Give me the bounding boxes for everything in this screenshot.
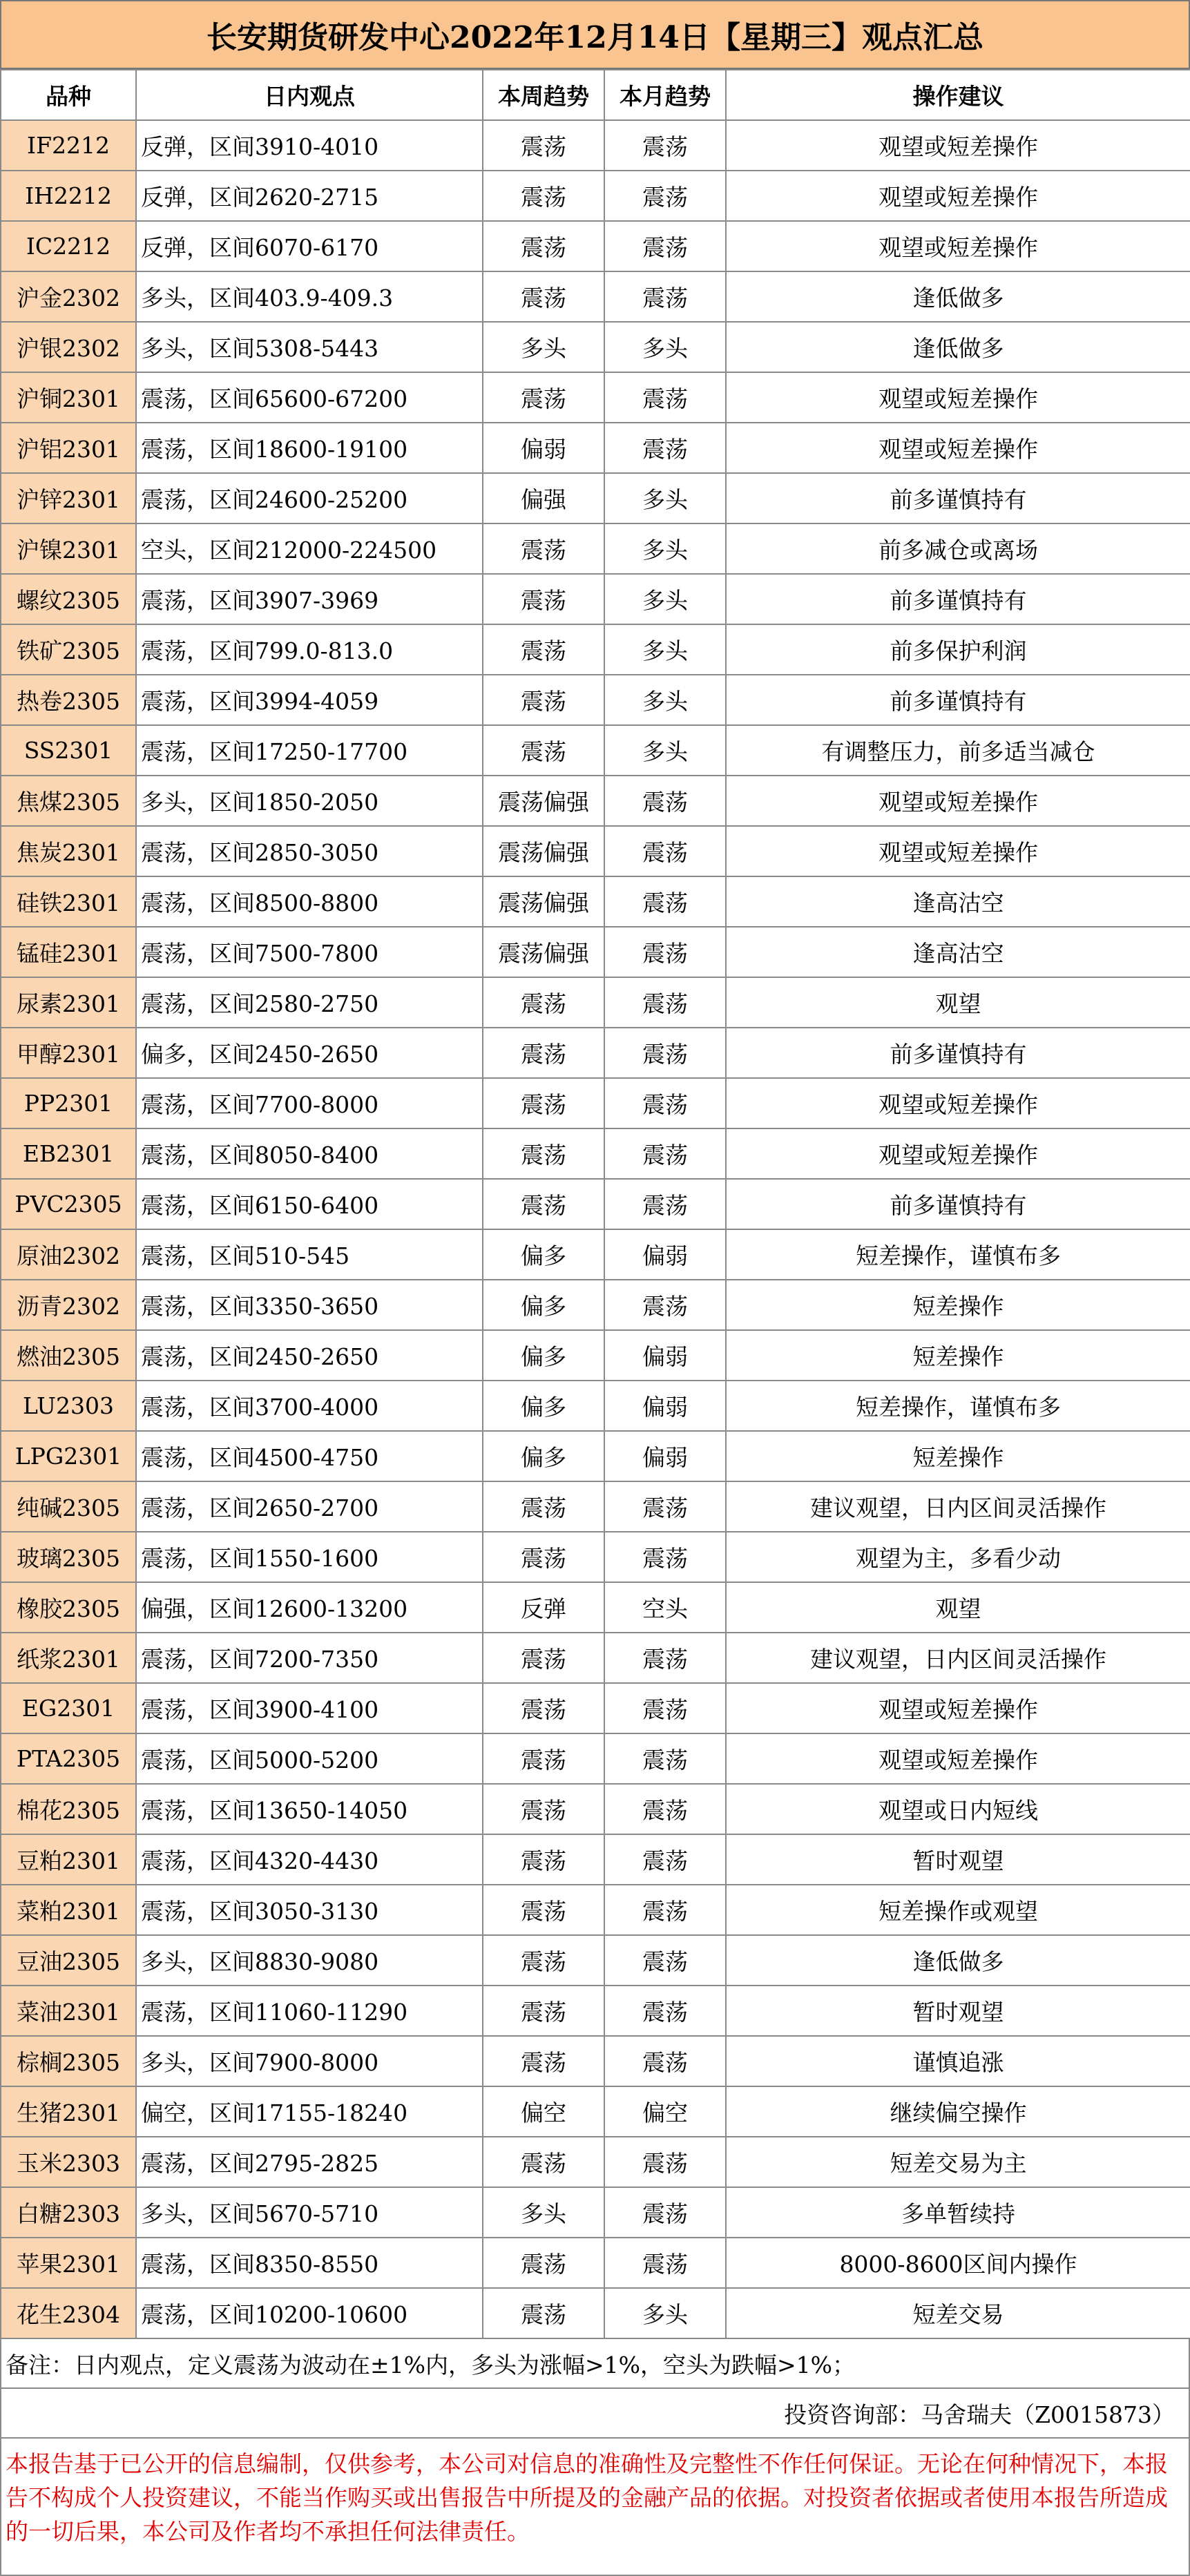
table-row [1,221,1190,271]
table-row [1,1078,1190,1128]
advice-cell: 观望或短差操作 [726,1683,1190,1733]
symbol-cell: 燃油2305 [1,1330,136,1381]
week-trend-cell: 震荡 [483,171,604,221]
symbol-cell: IH2212 [1,171,136,221]
month-trend-cell: 震荡 [604,977,726,1028]
symbol-cell: 沪铜2301 [1,372,136,423]
week-trend-cell: 震荡 [483,574,604,624]
table-row [1,675,1190,725]
advice-cell: 前多减仓或离场 [726,523,1190,574]
advice-cell: 8000-8600区间内操作 [726,2238,1190,2288]
intraday-view-cell: 偏强，区间12600-13200 [136,1582,483,1633]
intraday-view-cell: 震荡，区间4320-4430 [136,1834,483,1885]
month-trend-cell: 多头 [604,725,726,776]
month-trend-cell: 偏弱 [604,1381,726,1431]
intraday-view-cell: 震荡，区间18600-19100 [136,423,483,473]
month-trend-cell: 多头 [604,624,726,675]
intraday-view-cell: 反弹，区间6070-6170 [136,221,483,271]
intraday-view-cell: 偏空，区间17155-18240 [136,2086,483,2137]
table-row [1,1532,1190,1582]
advice-cell: 观望或短差操作 [726,120,1190,171]
symbol-cell: 硅铁2301 [1,876,136,927]
advice-cell: 观望或短差操作 [726,372,1190,423]
advice-cell: 谨慎追涨 [726,2036,1190,2086]
intraday-view-cell: 震荡，区间17250-17700 [136,725,483,776]
week-trend-cell: 多头 [483,322,604,372]
week-trend-cell: 偏空 [483,2086,604,2137]
intraday-view-cell: 震荡，区间799.0-813.0 [136,624,483,675]
advice-cell: 逢低做多 [726,271,1190,322]
intraday-view-cell: 震荡，区间24600-25200 [136,473,483,523]
advice-cell: 短差操作或观望 [726,1885,1190,1935]
advice-cell: 短差交易 [726,2288,1190,2338]
advice-cell: 前多谨慎持有 [726,1028,1190,1078]
disclaimer-text: 本报告基于已公开的信息编制，仅供参考，本公司对信息的准确性及完整性不作任何保证。无论在何种情况下，本报告不构成个人投资建议，不能当作购买或出售报告中所提及的金融产品的依据。对投资者依据或者使用本报告所造成的一切后果，本公司及作者均不承担任何法律责任。 [0,2439,1190,2576]
advice-cell: 短差操作，谨慎布多 [726,1229,1190,1280]
symbol-cell: LU2303 [1,1381,136,1431]
week-trend-cell: 震荡 [483,2137,604,2187]
week-trend-cell: 震荡 [483,1784,604,1834]
advice-cell: 观望 [726,1582,1190,1633]
intraday-view-cell: 多头，区间5670-5710 [136,2187,483,2238]
intraday-view-cell: 多头，区间7900-8000 [136,2036,483,2086]
week-trend-cell: 震荡 [483,2036,604,2086]
table-row [1,2288,1190,2338]
contact-line: 投资咨询部：马舍瑞夫（Z0015873） [0,2389,1190,2439]
intraday-view-cell: 多头，区间1850-2050 [136,776,483,826]
advice-cell: 观望或短差操作 [726,776,1190,826]
table-row [1,2086,1190,2137]
symbol-cell: 棕榈2305 [1,2036,136,2086]
month-trend-cell: 震荡 [604,2187,726,2238]
table-row [1,624,1190,675]
intraday-view-cell: 震荡，区间2450-2650 [136,1330,483,1381]
intraday-view-cell: 震荡，区间3700-4000 [136,1381,483,1431]
symbol-cell: PTA2305 [1,1733,136,1784]
intraday-view-cell: 震荡，区间510-545 [136,1229,483,1280]
intraday-view-cell: 震荡，区间2580-2750 [136,977,483,1028]
symbol-cell: 热卷2305 [1,675,136,725]
month-trend-cell: 震荡 [604,2238,726,2288]
advice-cell: 观望或日内短线 [726,1784,1190,1834]
table-body [1,120,1190,2338]
intraday-view-cell: 反弹，区间3910-4010 [136,120,483,171]
advice-cell: 前多谨慎持有 [726,675,1190,725]
table-row [1,1733,1190,1784]
advice-cell: 建议观望，日内区间灵活操作 [726,1481,1190,1532]
week-trend-cell: 偏强 [483,473,604,523]
month-trend-cell: 震荡 [604,1834,726,1885]
month-trend-cell: 震荡 [604,1179,726,1229]
week-trend-cell: 震荡 [483,1683,604,1733]
symbol-cell: 玻璃2305 [1,1532,136,1582]
symbol-cell: 苹果2301 [1,2238,136,2288]
symbol-cell: 铁矿2305 [1,624,136,675]
week-trend-cell: 反弹 [483,1582,604,1633]
intraday-view-cell: 震荡，区间6150-6400 [136,1179,483,1229]
week-trend-cell: 震荡偏强 [483,776,604,826]
week-trend-cell: 震荡 [483,1028,604,1078]
month-trend-cell: 震荡 [604,1733,726,1784]
month-trend-cell: 震荡 [604,1885,726,1935]
month-trend-cell: 震荡 [604,1532,726,1582]
report-title: 长安期货研发中心2022年12月14日【星期三】观点汇总 [0,0,1190,69]
month-trend-cell: 多头 [604,574,726,624]
intraday-view-cell: 震荡，区间10200-10600 [136,2288,483,2338]
intraday-view-cell: 多头，区间403.9-409.3 [136,271,483,322]
symbol-cell: 沪镍2301 [1,523,136,574]
month-trend-cell: 震荡 [604,2036,726,2086]
intraday-view-cell: 震荡，区间4500-4750 [136,1431,483,1481]
table-row [1,1986,1190,2036]
table-row [1,927,1190,977]
advice-cell: 继续偏空操作 [726,2086,1190,2137]
week-trend-cell: 震荡 [483,523,604,574]
month-trend-cell: 偏弱 [604,1229,726,1280]
table-row [1,322,1190,372]
table-row [1,423,1190,473]
advice-cell: 暂时观望 [726,1834,1190,1885]
month-trend-cell: 震荡 [604,423,726,473]
intraday-view-cell: 震荡，区间13650-14050 [136,1784,483,1834]
week-trend-cell: 震荡 [483,1733,604,1784]
month-trend-cell: 震荡 [604,120,726,171]
intraday-view-cell: 震荡，区间8350-8550 [136,2238,483,2288]
month-trend-cell: 多头 [604,473,726,523]
symbol-cell: 甲醇2301 [1,1028,136,1078]
symbol-cell: PP2301 [1,1078,136,1128]
symbol-cell: 橡胶2305 [1,1582,136,1633]
remark-note: 备注：日内观点，定义震荡为波动在±1%内，多头为涨幅>1%，空头为跌幅>1%； [0,2339,1190,2389]
month-trend-cell: 震荡 [604,1481,726,1532]
header-symbol: 品种 [1,70,136,120]
month-trend-cell: 震荡 [604,1935,726,1986]
table-row [1,2238,1190,2288]
table-row [1,1481,1190,1532]
header-month-trend: 本月趋势 [604,70,726,120]
advice-cell: 前多谨慎持有 [726,473,1190,523]
week-trend-cell: 多头 [483,2187,604,2238]
table-row [1,977,1190,1028]
views-table [0,69,1190,2339]
intraday-view-cell: 震荡，区间7200-7350 [136,1633,483,1683]
advice-cell: 多单暂续持 [726,2187,1190,2238]
month-trend-cell: 震荡 [604,1633,726,1683]
intraday-view-cell: 震荡，区间8500-8800 [136,876,483,927]
month-trend-cell: 空头 [604,1582,726,1633]
table-row [1,725,1190,776]
advice-cell: 逢低做多 [726,1935,1190,1986]
symbol-cell: 豆粕2301 [1,1834,136,1885]
table-row [1,2187,1190,2238]
intraday-view-cell: 震荡，区间3050-3130 [136,1885,483,1935]
advice-cell: 前多谨慎持有 [726,1179,1190,1229]
advice-cell: 短差操作 [726,1330,1190,1381]
symbol-cell: 螺纹2305 [1,574,136,624]
week-trend-cell: 震荡 [483,725,604,776]
header-intraday-view: 日内观点 [136,70,483,120]
symbol-cell: IC2212 [1,221,136,271]
table-row [1,1431,1190,1481]
month-trend-cell: 偏弱 [604,1431,726,1481]
symbol-cell: 生猪2301 [1,2086,136,2137]
advice-cell: 观望或短差操作 [726,1128,1190,1179]
advice-cell: 短差交易为主 [726,2137,1190,2187]
intraday-view-cell: 震荡，区间65600-67200 [136,372,483,423]
advice-cell: 观望或短差操作 [726,221,1190,271]
symbol-cell: 纯碱2305 [1,1481,136,1532]
table-row [1,473,1190,523]
week-trend-cell: 震荡 [483,271,604,322]
week-trend-cell: 震荡 [483,1935,604,1986]
week-trend-cell: 震荡 [483,2288,604,2338]
month-trend-cell: 震荡 [604,372,726,423]
table-row [1,523,1190,574]
symbol-cell: 沪铝2301 [1,423,136,473]
month-trend-cell: 震荡 [604,1280,726,1330]
advice-cell: 观望或短差操作 [726,1733,1190,1784]
symbol-cell: 沪金2302 [1,271,136,322]
month-trend-cell: 震荡 [604,1028,726,1078]
advice-cell: 有调整压力，前多适当减仓 [726,725,1190,776]
symbol-cell: PVC2305 [1,1179,136,1229]
advice-cell: 短差操作，谨慎布多 [726,1381,1190,1431]
intraday-view-cell: 震荡，区间11060-11290 [136,1986,483,2036]
advice-cell: 逢高沽空 [726,927,1190,977]
symbol-cell: 焦炭2301 [1,826,136,876]
month-trend-cell: 震荡 [604,221,726,271]
advice-cell: 短差操作 [726,1280,1190,1330]
advice-cell: 观望 [726,977,1190,1028]
advice-cell: 前多谨慎持有 [726,574,1190,624]
symbol-cell: 锰硅2301 [1,927,136,977]
symbol-cell: 菜粕2301 [1,1885,136,1935]
week-trend-cell: 偏多 [483,1431,604,1481]
table-row [1,1683,1190,1733]
advice-cell: 短差操作 [726,1431,1190,1481]
week-trend-cell: 偏多 [483,1330,604,1381]
symbol-cell: 棉花2305 [1,1784,136,1834]
symbol-cell: EG2301 [1,1683,136,1733]
month-trend-cell: 震荡 [604,1078,726,1128]
month-trend-cell: 震荡 [604,1986,726,2036]
month-trend-cell: 震荡 [604,171,726,221]
intraday-view-cell: 震荡，区间7700-8000 [136,1078,483,1128]
symbol-cell: 玉米2303 [1,2137,136,2187]
intraday-view-cell: 震荡，区间2850-3050 [136,826,483,876]
advice-cell: 观望或短差操作 [726,1078,1190,1128]
symbol-cell: 沥青2302 [1,1280,136,1330]
table-row [1,1128,1190,1179]
month-trend-cell: 偏空 [604,2086,726,2137]
table-row [1,1834,1190,1885]
table-row [1,1381,1190,1431]
intraday-view-cell: 震荡，区间2795-2825 [136,2137,483,2187]
week-trend-cell: 震荡 [483,2238,604,2288]
header-advice: 操作建议 [726,70,1190,120]
table-row [1,171,1190,221]
advice-cell: 逢高沽空 [726,876,1190,927]
advice-cell: 观望或短差操作 [726,826,1190,876]
week-trend-cell: 震荡 [483,1128,604,1179]
intraday-view-cell: 震荡，区间3350-3650 [136,1280,483,1330]
week-trend-cell: 震荡 [483,624,604,675]
week-trend-cell: 震荡 [483,1481,604,1532]
advice-cell: 观望或短差操作 [726,423,1190,473]
symbol-cell: 沪银2302 [1,322,136,372]
table-row [1,776,1190,826]
intraday-view-cell: 多头，区间5308-5443 [136,322,483,372]
week-trend-cell: 震荡 [483,1834,604,1885]
month-trend-cell: 多头 [604,523,726,574]
table-row [1,372,1190,423]
symbol-cell: 沪锌2301 [1,473,136,523]
table-row [1,1582,1190,1633]
table-row [1,2137,1190,2187]
week-trend-cell: 偏多 [483,1229,604,1280]
header-week-trend: 本周趋势 [483,70,604,120]
intraday-view-cell: 反弹，区间2620-2715 [136,171,483,221]
table-row [1,1330,1190,1381]
week-trend-cell: 震荡偏强 [483,826,604,876]
symbol-cell: 白糖2303 [1,2187,136,2238]
advice-cell: 暂时观望 [726,1986,1190,2036]
month-trend-cell: 震荡 [604,1784,726,1834]
intraday-view-cell: 震荡，区间3907-3969 [136,574,483,624]
advice-cell: 观望或短差操作 [726,171,1190,221]
month-trend-cell: 偏弱 [604,1330,726,1381]
table-row [1,120,1190,171]
month-trend-cell: 多头 [604,322,726,372]
month-trend-cell: 震荡 [604,1683,726,1733]
intraday-view-cell: 空头，区间212000-224500 [136,523,483,574]
month-trend-cell: 多头 [604,675,726,725]
advice-cell: 观望为主，多看少动 [726,1532,1190,1582]
month-trend-cell: 震荡 [604,876,726,927]
week-trend-cell: 震荡 [483,675,604,725]
week-trend-cell: 震荡 [483,1532,604,1582]
table-row [1,1179,1190,1229]
intraday-view-cell: 多头，区间8830-9080 [136,1935,483,1986]
week-trend-cell: 震荡 [483,1633,604,1683]
advice-cell: 建议观望，日内区间灵活操作 [726,1633,1190,1683]
week-trend-cell: 偏多 [483,1381,604,1431]
symbol-cell: 菜油2301 [1,1986,136,2036]
week-trend-cell: 震荡 [483,221,604,271]
symbol-cell: 原油2302 [1,1229,136,1280]
symbol-cell: EB2301 [1,1128,136,1179]
month-trend-cell: 震荡 [604,826,726,876]
week-trend-cell: 震荡偏强 [483,876,604,927]
table-row [1,1229,1190,1280]
intraday-view-cell: 震荡，区间7500-7800 [136,927,483,977]
intraday-view-cell: 偏多，区间2450-2650 [136,1028,483,1078]
intraday-view-cell: 震荡，区间8050-8400 [136,1128,483,1179]
week-trend-cell: 震荡 [483,1078,604,1128]
intraday-view-cell: 震荡，区间1550-1600 [136,1532,483,1582]
week-trend-cell: 震荡 [483,977,604,1028]
week-trend-cell: 震荡 [483,372,604,423]
week-trend-cell: 偏弱 [483,423,604,473]
month-trend-cell: 震荡 [604,776,726,826]
intraday-view-cell: 震荡，区间3994-4059 [136,675,483,725]
symbol-cell: 焦煤2305 [1,776,136,826]
month-trend-cell: 震荡 [604,2137,726,2187]
table-row [1,2036,1190,2086]
week-trend-cell: 偏多 [483,1280,604,1330]
advice-cell: 前多保护利润 [726,624,1190,675]
symbol-cell: LPG2301 [1,1431,136,1481]
table-row [1,1784,1190,1834]
symbol-cell: IF2212 [1,120,136,171]
table-row [1,271,1190,322]
intraday-view-cell: 震荡，区间3900-4100 [136,1683,483,1733]
table-row [1,1885,1190,1935]
table-row [1,826,1190,876]
week-trend-cell: 震荡 [483,1986,604,2036]
intraday-view-cell: 震荡，区间5000-5200 [136,1733,483,1784]
table-row [1,876,1190,927]
table-row [1,1633,1190,1683]
table-row [1,1280,1190,1330]
symbol-cell: 尿素2301 [1,977,136,1028]
month-trend-cell: 震荡 [604,927,726,977]
symbol-cell: 纸浆2301 [1,1633,136,1683]
symbol-cell: SS2301 [1,725,136,776]
table-row [1,1028,1190,1078]
header-row [1,70,1190,120]
intraday-view-cell: 震荡，区间2650-2700 [136,1481,483,1532]
symbol-cell: 花生2304 [1,2288,136,2338]
month-trend-cell: 震荡 [604,271,726,322]
week-trend-cell: 震荡 [483,1179,604,1229]
month-trend-cell: 震荡 [604,1128,726,1179]
week-trend-cell: 震荡 [483,120,604,171]
table-row [1,1935,1190,1986]
advice-cell: 逢低做多 [726,322,1190,372]
symbol-cell: 豆油2305 [1,1935,136,1986]
month-trend-cell: 多头 [604,2288,726,2338]
week-trend-cell: 震荡偏强 [483,927,604,977]
table-row [1,574,1190,624]
week-trend-cell: 震荡 [483,1885,604,1935]
